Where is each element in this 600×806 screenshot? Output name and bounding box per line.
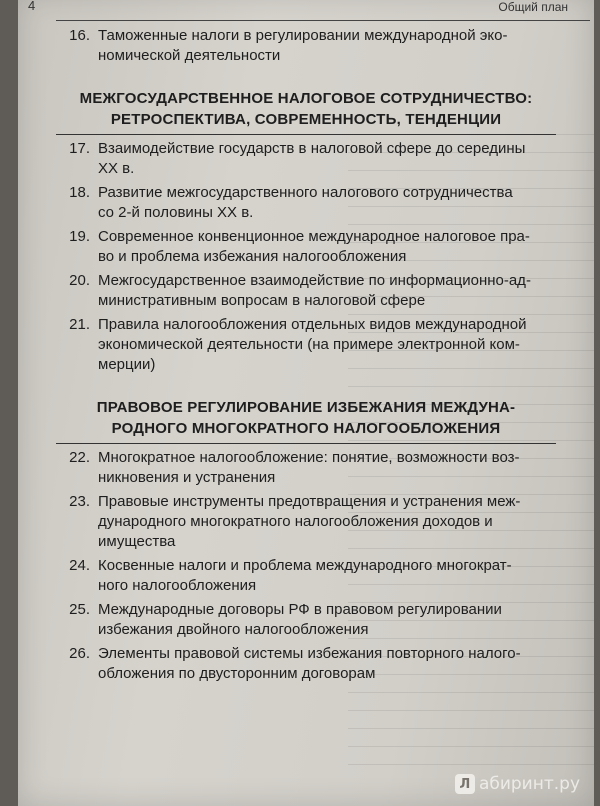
item-text: Элементы правовой системы избежания повторного налого- обложения по двусторонним договорам: [98, 645, 521, 682]
list-item: [56, 183, 556, 223]
list-item: [56, 315, 556, 375]
book-page: [18, 0, 594, 806]
watermark-text: абиринт.ру: [478, 774, 580, 794]
page-number: 4: [28, 0, 36, 13]
item-number: 16.: [69, 27, 90, 44]
item-text: Правовые инструменты предотвращения и устранения меж- дународного многократного налогообложения доходов и имущества: [98, 493, 521, 550]
item-text: Косвенные налоги и проблема международного многократ- ного налогообложения: [98, 557, 512, 594]
item-number: 18.: [69, 184, 90, 201]
item-text: Правила налогообложения отдельных видов международной экономической деятельности (на примере электронной ком- мерции): [98, 316, 527, 373]
item-text: Взаимодействие государств в налоговой сфере до середины XX в.: [98, 140, 526, 177]
labirint-logo-icon: Л: [455, 774, 475, 794]
section-title: МЕЖГОСУДАРСТВЕННОЕ НАЛОГОВОЕ СОТРУДНИЧЕСТВО: РЕТРОСПЕКТИВА, СОВРЕМЕННОСТЬ, ТЕНДЕНЦИИ: [56, 88, 556, 135]
item-text: Международные договоры РФ в правовом регулировании избежания двойного налогообложения: [98, 601, 502, 638]
list-item: [56, 600, 556, 640]
list-item: [56, 448, 556, 488]
list-item: [56, 227, 556, 267]
item-number: 21.: [69, 316, 90, 333]
item-number: 26.: [69, 645, 90, 662]
item-text: Развитие межгосударственного налогового сотрудничества со 2-й половины XX в.: [98, 184, 513, 221]
section-title: ПРАВОВОЕ РЕГУЛИРОВАНИЕ ИЗБЕЖАНИЯ МЕЖДУНА- РОДНОГО МНОГОКРАТНОГО НАЛОГООБЛОЖЕНИЯ: [56, 397, 556, 444]
item-number: 20.: [69, 272, 90, 289]
item-number: 17.: [69, 140, 90, 157]
item-number: 25.: [69, 601, 90, 618]
item-text: Современное конвенционное международное налоговое пра- во и проблема избежания налогообложения: [98, 228, 530, 265]
list-item: [56, 26, 556, 66]
list-item: [56, 644, 556, 684]
list-item: [56, 492, 556, 552]
item-number: 24.: [69, 557, 90, 574]
item-number: 22.: [69, 449, 90, 466]
list-item: [56, 139, 556, 179]
list-item: [56, 556, 556, 596]
item-text: Таможенные налоги в регулировании международной эко- номической деятельности: [98, 27, 508, 64]
header-rule: [56, 20, 590, 21]
item-text: Многократное налогообложение: понятие, возможности воз- никновения и устранения: [98, 449, 520, 486]
item-number: 19.: [69, 228, 90, 245]
item-number: 23.: [69, 493, 90, 510]
watermark-logo: [455, 774, 580, 794]
running-head: Общий план: [498, 0, 568, 14]
table-of-contents: [56, 26, 556, 688]
item-text: Межгосударственное взаимодействие по информационно-ад- министративным вопросам в налоговой сфере: [98, 272, 531, 309]
list-item: [56, 271, 556, 311]
